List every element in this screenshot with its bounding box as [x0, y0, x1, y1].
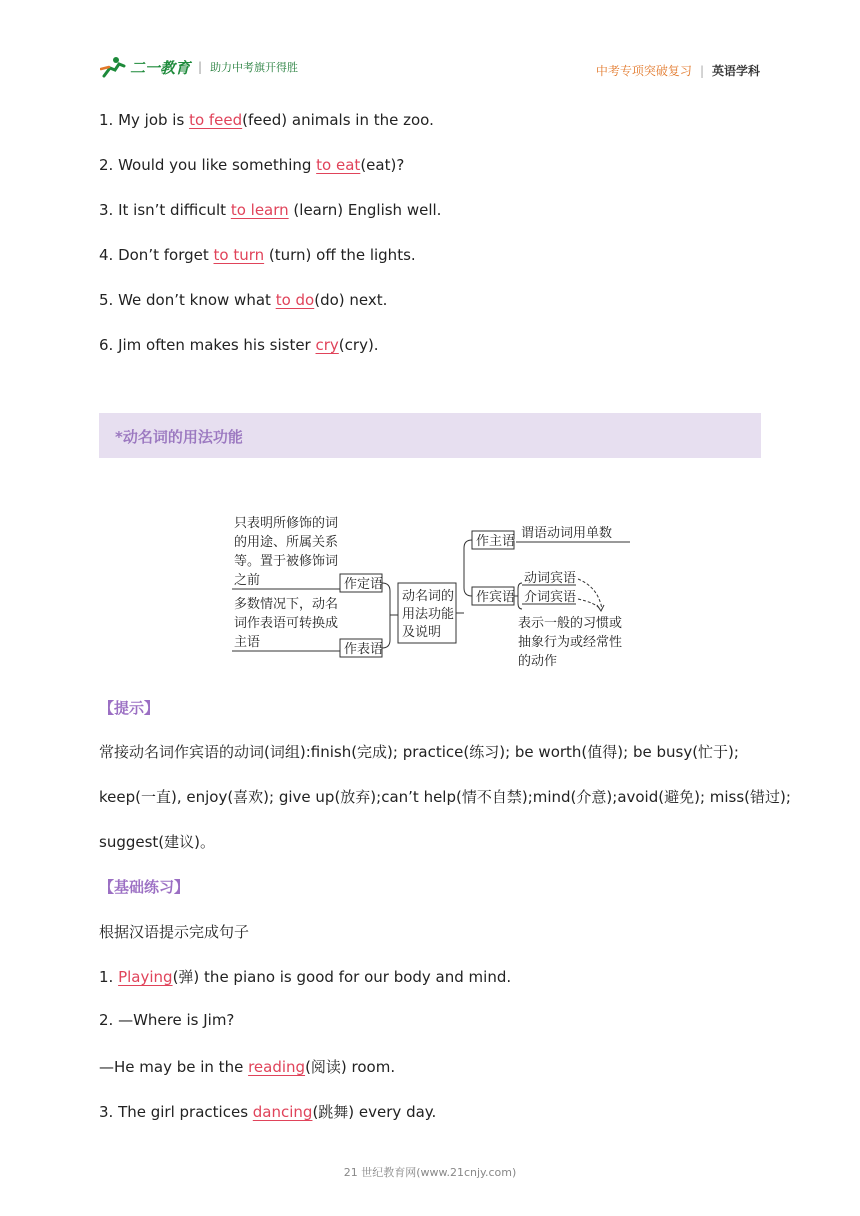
object-label: 作宾语 — [476, 590, 516, 605]
section-heading-bar — [99, 413, 761, 458]
section-title: *动名词的用法功能 — [115, 428, 243, 446]
exercise-item: 4. Don’t forget to turn (turn) off the lights. — [99, 246, 416, 264]
predicative-label: 作表语 — [344, 642, 384, 657]
header-right — [596, 62, 760, 79]
tip-line: keep(一直), enjoy(喜欢); give up(放弃);can’t help(情不自禁);mind(介意);avoid(避免); miss(错过); — [99, 788, 791, 806]
dashed-arrow — [578, 599, 600, 609]
practice-item: 2. —Where is Jim? — [99, 1011, 235, 1029]
center-line: 及说明 — [402, 625, 442, 640]
left-note-1-line: 的用途、所属关系 — [234, 535, 339, 550]
answer-blank: cry — [315, 336, 339, 354]
right-bracket — [464, 540, 472, 596]
practice-instruction: 根据汉语提示完成句子 — [99, 923, 250, 941]
answer-blank: reading — [248, 1058, 306, 1076]
dashed-arrow — [578, 579, 602, 609]
left-note-1-line: 只表明所修饰的词 — [234, 516, 339, 531]
logo-divider: | — [198, 60, 203, 74]
object-verb: 动词宾语 — [524, 571, 577, 586]
exercise-item: 3. It isn’t difficult to learn (learn) English well. — [99, 201, 442, 219]
exercise-item: 1. My job is to feed(feed) animals in the zoo. — [99, 111, 434, 129]
header-topic: 中考专项突破复习 — [595, 64, 692, 78]
tip-line: 常接动名词作宾语的动词(词组):finish(完成); practice(练习); be worth(值得); be busy(忙于); — [99, 743, 739, 761]
center-line: 用法功能 — [402, 607, 455, 622]
runner-logo-icon — [100, 56, 126, 78]
page-footer: 21 世纪教育网(www.21cnjy.com) — [343, 1166, 517, 1179]
gerund-usage-diagram — [220, 505, 650, 680]
practice-item: —He may be in the reading(阅读) room. — [99, 1058, 396, 1076]
practice-item: 1. Playing(弹) the piano is good for our body and mind. — [99, 968, 512, 986]
left-note-2-line: 多数情况下，动名 — [234, 597, 339, 612]
subject-label: 作主语 — [476, 534, 516, 549]
logo-text: 二一教育 — [130, 58, 191, 77]
answer-blank: to do — [275, 291, 315, 309]
logo-slogan: 助力中考旗开得胜 — [210, 61, 299, 74]
answer-blank: to turn — [213, 246, 265, 264]
header-subject: 英语学科 — [711, 64, 760, 78]
object-note-line: 的动作 — [518, 654, 558, 669]
center-line: 动名词的 — [402, 589, 455, 604]
object-prep: 介词宾语 — [524, 590, 577, 605]
object-note-line: 抽象行为或经常性 — [518, 635, 623, 650]
page-header — [100, 56, 760, 86]
left-bracket — [382, 583, 390, 648]
subject-note: 谓语动词用单数 — [521, 526, 613, 541]
logo — [100, 56, 298, 78]
answer-blank: dancing — [252, 1103, 313, 1121]
practice-item: 3. The girl practices dancing(跳舞) every day. — [99, 1103, 437, 1121]
object-note-line: 表示一般的习惯或 — [518, 616, 623, 631]
left-note-1-line: 之前 — [234, 573, 261, 588]
answer-blank: to feed — [189, 111, 243, 129]
exercise-item: 6. Jim often makes his sister cry(cry). — [99, 336, 379, 354]
answer-blank: to eat — [316, 156, 361, 174]
exercise-item: 5. We don’t know what to do(do) next. — [99, 291, 388, 309]
answer-blank: Playing — [118, 968, 173, 986]
arrow-head-icon — [597, 605, 604, 611]
header-divider: | — [699, 63, 704, 78]
tip-label: 【提示】 — [99, 699, 160, 717]
attributive-label: 作定语 — [344, 577, 384, 592]
answer-blank: to learn — [230, 201, 289, 219]
left-note-2-line: 词作表语可转换成 — [234, 616, 339, 631]
exercise-item: 2. Would you like something to eat(eat)? — [99, 156, 405, 174]
left-note-1-line: 等。置于被修饰词 — [234, 554, 339, 569]
left-note-2-line: 主语 — [234, 635, 261, 650]
practice-label: 【基础练习】 — [99, 878, 190, 896]
object-bracket — [518, 583, 522, 609]
tip-line: suggest(建议)。 — [99, 833, 215, 851]
